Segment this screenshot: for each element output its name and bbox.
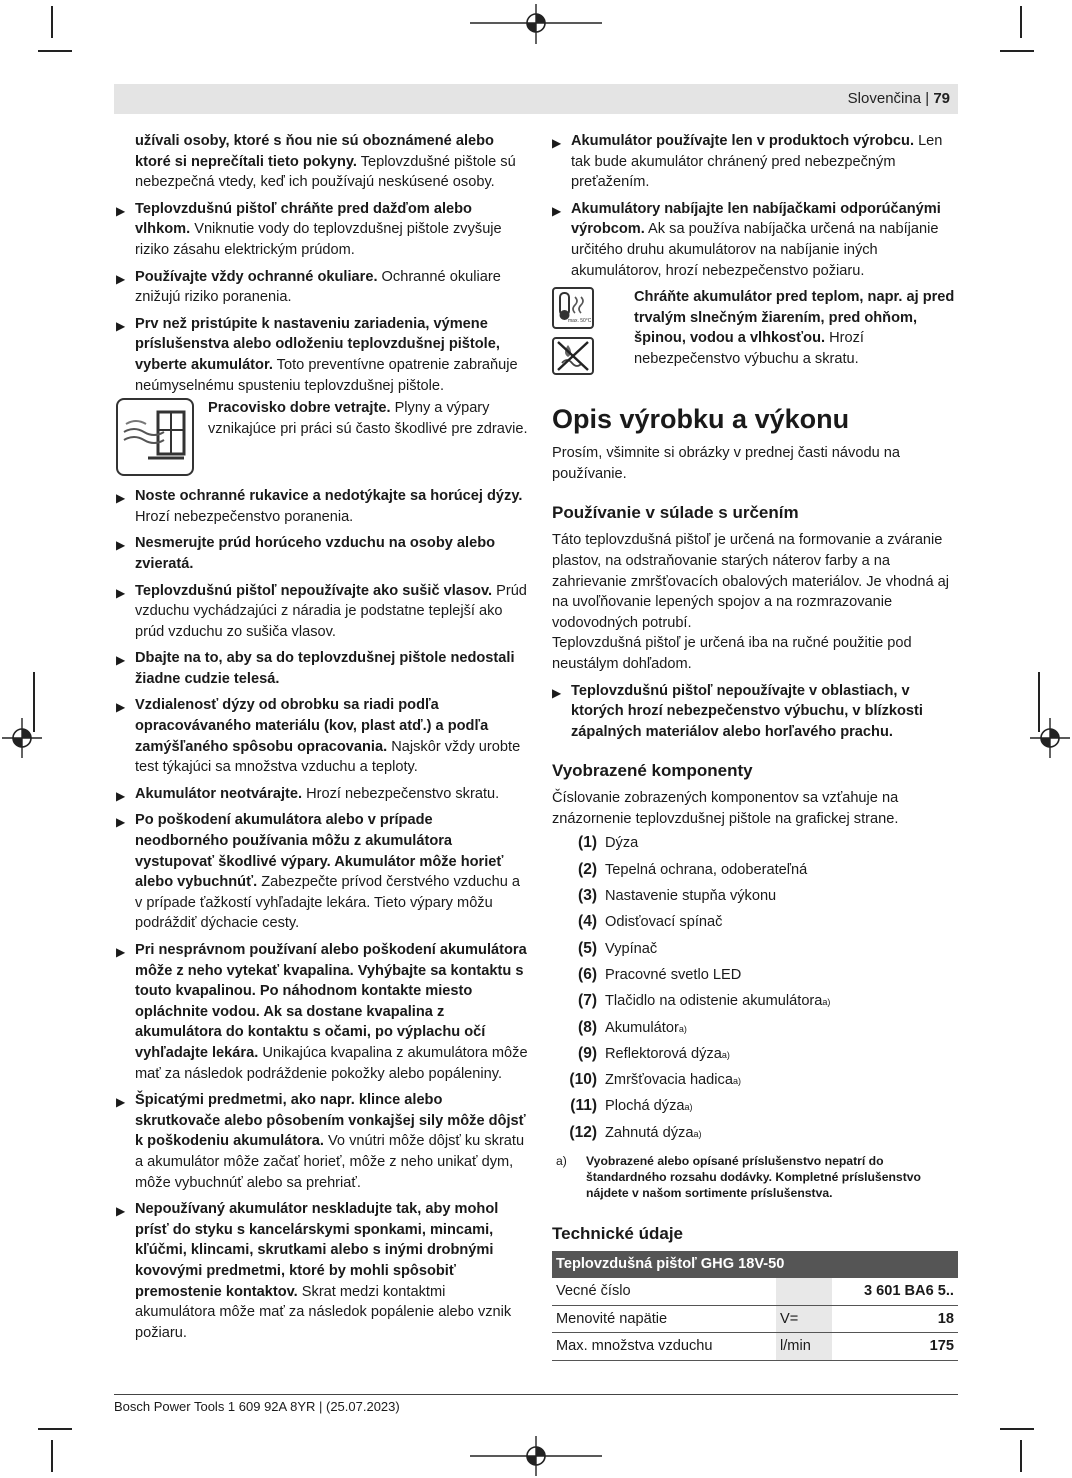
component-item: (6) Pracovné svetlo LED	[578, 965, 742, 983]
component-item: (7) Tlačidlo na odistenie akumulátora a)	[578, 992, 831, 1010]
page-number: 79	[933, 90, 950, 107]
triangle-bullet-icon: ▶	[552, 203, 562, 218]
intro-text: Teplovzdušné pištole sú nebezpečná vtedy, keď ich používajú neskúsené osoby.	[135, 153, 516, 191]
heat-warning-icons	[552, 287, 594, 375]
triangle-bullet-icon: ▶	[116, 653, 126, 668]
component-item: (9) Reflektorová dýza a)	[578, 1044, 730, 1062]
heat-warning	[552, 287, 958, 375]
crop-mark	[38, 50, 72, 52]
component-item: (2) Tepelná ochrana, odoberateľná	[578, 860, 808, 878]
crop-mark	[1020, 6, 1022, 38]
safety-item: ▶ Používajte vždy ochranné okuliare. Ochranné okuliare znižujú riziko poranenia.	[116, 268, 501, 306]
header-text: Slovenčina | 79	[847, 90, 950, 107]
component-item: (11) Plochá dýza a)	[570, 1097, 693, 1115]
crop-mark	[1000, 1428, 1034, 1430]
ventilation-warning	[116, 398, 528, 476]
safety-item: ▶ Akumulátor neotvárajte. Hrozí nebezpečenstvo skratu.	[116, 784, 528, 805]
triangle-bullet-icon: ▶	[116, 1095, 126, 1110]
usage-paragraph: Táto teplovzdušná pištoľ je určená na formovanie a zváranie plastov, na odstraňovanie starých náterov farby a na zahrievanie zmršťovacích obalových materiálov. Je vhodná aj na uvoľňovanie lepených spojov a na rozmrazovanie vodovodných potrubí.	[552, 532, 949, 631]
safety-item: ▶ Vzdialenosť dýzy od obrobku sa riadi podľa opracovávaného materiálu (kov, plast atď.) a podľa zamýšľaného spôsobu opracovania. Najskôr vždy urobte test týkajúci sa množstva vzduchu a teploty.	[116, 697, 521, 776]
registration-mark-icon	[470, 4, 602, 44]
triangle-bullet-icon: ▶	[116, 700, 126, 715]
safety-item: ▶ Špicatými predmetmi, ako napr. klince alebo skrutkovače alebo pôsobením vonkajšej sily môže dôjsť k poškodeniu akumulátora. Vo vnútri môže dôjsť ku skratu a akumulátor môže začať horieť, môže z neho unikať dym, môže vybuchnúť alebo sa prehriať.	[116, 1092, 526, 1191]
crop-mark	[38, 1428, 72, 1430]
safety-item: ▶ Noste ochranné rukavice a nedotýkajte sa horúcej dýzy. Hrozí nebezpečenstvo poranenia.	[116, 488, 523, 525]
component-item: (3) Nastavenie stupňa výkonu	[578, 887, 777, 905]
components-list	[552, 833, 958, 1149]
heat-warning-text: Chráňte akumulátor pred teplom, napr. aj pred trvalým slnečným žiarením, pred ohňom, špinou, vodou a vlhkosťou. Hrozí nebezpečenstvo výbuchu a skratu.	[634, 289, 955, 367]
ventilation-text: Pracovisko dobre vetrajte. Plyny a výpary vznikajúce pri práci sú často škodlivé pre zdravie.	[208, 400, 528, 437]
page-header	[114, 84, 958, 114]
safety-item: ▶ Teplovzdušnú pištoľ chráňte pred dažďom alebo vlhkom. Vniknutie vody do teplovzdušnej pištole zvyšuje riziko zásahu elektrickým prúdom.	[116, 200, 502, 258]
component-item: (1) Dýza	[578, 834, 639, 852]
crop-mark	[1000, 50, 1034, 52]
safety-item: ▶ Akumulátor používajte len v produktoch výrobcu. Len tak bude akumulátor chránený pred nebezpečným preťažením.	[552, 133, 943, 191]
registration-mark-icon	[2, 718, 42, 758]
triangle-bullet-icon: ▶	[116, 1204, 126, 1219]
footnote: a) Vyobrazené alebo opísané príslušenstvo nepatrí do štandardného rozsahu dodávky. Kompletné príslušenstvo nájdete v našom sortimente príslušenstva.	[556, 1154, 921, 1201]
no-water-icon	[552, 337, 594, 375]
triangle-bullet-icon: ▶	[116, 538, 126, 553]
triangle-bullet-icon: ▶	[116, 491, 126, 506]
max-temperature-label: max. 50°C	[568, 318, 592, 325]
triangle-bullet-icon: ▶	[116, 585, 126, 600]
safety-item: ▶ Pri nesprávnom používaní alebo poškodení akumulátora môže z neho vytekať kvapalina. Vyhýbajte sa kontaktu s touto kvapalinou. Po náhodnom kontakte miesto opláchnite vodou. Ak sa dostane kvapalina z akumulátora do kontaktu s očami, po výplachu očí vyhľadajte lekára. Unikajúca kvapalina z akumulátora môže mať za následok podráždenie pokožky alebo popáleniny.	[116, 942, 528, 1082]
page-footer	[114, 1394, 958, 1414]
tech-table	[552, 1251, 958, 1361]
safety-item: ▶ Nepoužívaný akumulátor neskladujte tak, aby mohol prísť do styku s kancelárskymi sponkami, mincami, kľúčmi, klincami, skrutkami alebo s inými drobnými kovovými predmetmi, ktoré by mohli spôsobiť premostenie kontaktov. Skrat medzi kontaktmi akumulátora môže mať za následok popálenie alebo vznik požiaru.	[116, 1201, 512, 1341]
safety-item: ▶ Po poškodení akumulátora alebo v prípade neodborného používania môžu z akumulátora vystupovať škodlivé výpary. Akumulátor môže horieť alebo vybuchnúť. Zabezpečte prívod čerstvého vzduchu a v prípade ťažkostí vyhľadajte lekára. Tieto výpary môžu podráždiť dýchacie cesty.	[116, 812, 520, 932]
triangle-bullet-icon: ▶	[552, 136, 562, 150]
header-language: Slovenčina	[847, 90, 922, 107]
tech-title: Technické údaje	[552, 1224, 684, 1244]
max-temperature-icon	[552, 287, 594, 329]
registration-mark-icon	[470, 1436, 602, 1476]
table-row: Vecné číslo 3 601 BA6 5..	[552, 1278, 958, 1305]
table-row: Menovité napätie V= 18	[552, 1305, 958, 1333]
usage-warning: ▶ Teplovzdušnú pištoľ nepoužívajte v oblastiach, v ktorých hrozí nebezpečenstvo výbuchu, v blízkosti zápalných materiálov alebo horľavého prachu.	[552, 682, 923, 740]
safety-item: ▶ Nesmerujte prúd horúceho vzduchu na osoby alebo zvieratá.	[116, 535, 496, 572]
component-item: (5) Vypínač	[578, 939, 658, 957]
ventilation-icon	[116, 398, 194, 476]
registration-mark-icon	[1030, 718, 1070, 758]
component-item: (10) Zmršťovacia hadica a)	[569, 1071, 741, 1089]
intro-paragraph	[116, 131, 528, 193]
tech-table-header: Teplovzdušná pištoľ GHG 18V-50	[552, 1251, 958, 1278]
triangle-bullet-icon: ▶	[116, 203, 126, 218]
component-item: (12) Zahnutá dýza a)	[569, 1123, 702, 1141]
footer-text: Bosch Power Tools 1 609 92A 8YR | (25.07.2023)	[114, 1399, 400, 1414]
triangle-bullet-icon: ▶	[116, 318, 126, 333]
components-title: Vyobrazené komponenty	[552, 761, 753, 781]
triangle-bullet-icon: ▶	[116, 815, 126, 830]
usage-paragraph: Teplovzdušná pištoľ je určená iba na ručné použitie pod neustálym dohľadom.	[552, 635, 912, 672]
triangle-bullet-icon: ▶	[116, 271, 126, 286]
left-column	[116, 131, 528, 1349]
safety-item: ▶ Prv než pristúpite k nastaveniu zariadenia, výmene príslušenstva alebo odloženiu teplovzdušnej pištole, vyberte akumulátor. Toto preventívne opatrenie zabraňuje neúmyselnému spusteniu teplovzdušnej pištole.	[116, 315, 518, 394]
safety-item: ▶ Akumulátory nabíjajte len nabíjačkami odporúčanými výrobcom. Ak sa používa nabíjačka určená na nabíjanie určitého druhu akumulátorov na nabíjanie iných akumulátorov, hrozí nebezpečenstvo požiaru.	[552, 200, 941, 279]
section-title: Opis výrobku a výkonu	[552, 404, 850, 435]
crop-mark	[51, 1440, 53, 1472]
crop-mark	[51, 6, 53, 38]
right-column	[552, 131, 958, 1361]
safety-item: ▶ Dbajte na to, aby sa do teplovzdušnej pištole nedostali žiadne cudzie telesá.	[116, 650, 515, 687]
component-item: (4) Odisťovací spínač	[578, 913, 723, 931]
triangle-bullet-icon: ▶	[116, 945, 126, 959]
triangle-bullet-icon: ▶	[116, 788, 126, 803]
table-row: Max. množstva vzduchu l/min 175	[552, 1333, 958, 1361]
intro-bold: užívali osoby, ktoré s ňou nie sú oboznámené alebo ktoré si neprečítali tieto pokyny.	[135, 133, 494, 170]
component-item: (8) Akumulátor a)	[578, 1018, 687, 1036]
usage-title: Používanie v súlade s určením	[552, 503, 799, 523]
section-intro: Prosím, všimnite si obrázky v prednej časti návodu na používanie.	[552, 445, 900, 482]
crop-mark	[1020, 1440, 1022, 1472]
safety-item: ▶ Teplovzdušnú pištoľ nepoužívajte ako sušič vlasov. Prúd vzduchu vychádzajúci z náradia je podstatne teplejší ako prúd vzduchu zo sušiča vlasov.	[116, 582, 527, 640]
triangle-bullet-icon: ▶	[552, 685, 562, 700]
components-intro: Číslovanie zobrazených komponentov sa vzťahuje na znázornenie teplovzdušnej pištole na grafickej strane.	[552, 790, 899, 827]
